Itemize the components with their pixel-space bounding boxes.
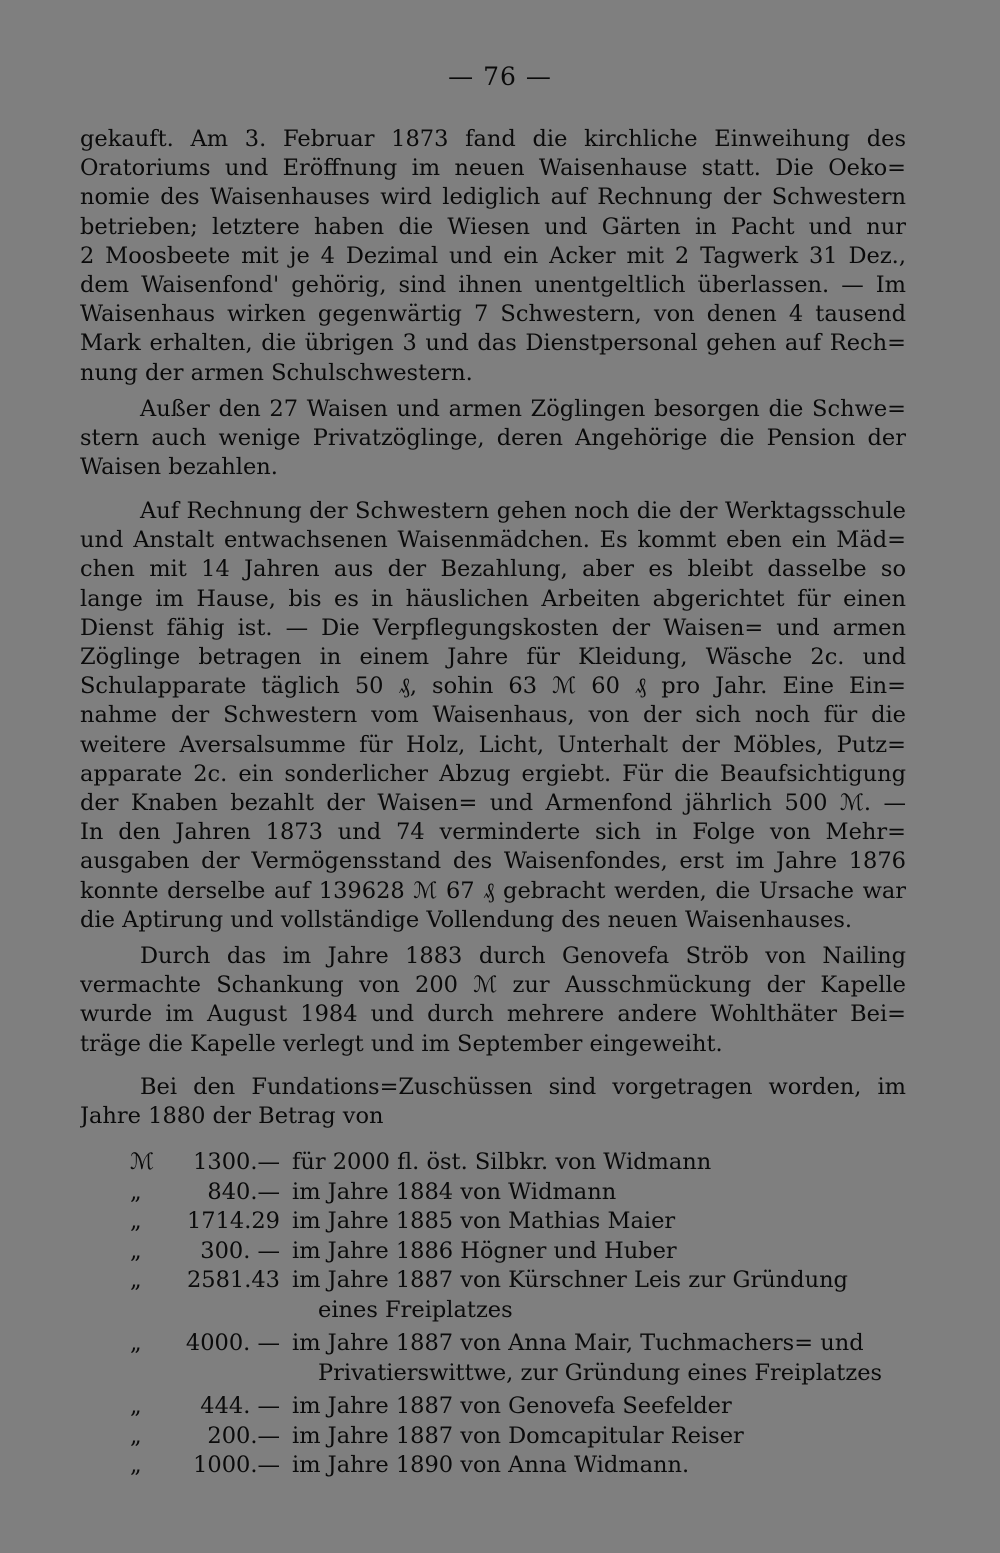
- ledger-description: im Jahre 1884 von Widmann: [292, 1178, 617, 1205]
- ledger-row: [130, 1392, 930, 1422]
- ledger-row: [130, 1237, 930, 1267]
- ledger-row: [130, 1451, 930, 1481]
- text-line: wurde im August 1984 und durch mehrere andere Wohlthäter Bei=: [80, 1001, 906, 1028]
- text-line: nomie des Waisenhauses wird lediglich auf Rechnung der Schwestern: [80, 184, 906, 211]
- text-line: Zöglinge betragen in einem Jahre für Kleidung, Wäsche 2c. und: [80, 644, 906, 671]
- text-line: Bei den Fundations=Zuschüssen sind vorgetragen worden, im: [140, 1074, 906, 1100]
- text-line: konnte derselbe auf 139628 ℳ 67 ₰ gebracht werden, die Ursache war: [80, 877, 906, 904]
- text-line: und Anstalt entwachsenen Waisenmädchen. Es kommt eben ein Mäd=: [80, 527, 906, 554]
- ledger-currency: „: [130, 1237, 142, 1264]
- ledger-currency: „: [130, 1208, 142, 1234]
- ledger-amount: 300. —: [200, 1237, 280, 1264]
- ledger-row: [130, 1207, 930, 1237]
- text-line: lange im Hause, bis es in häuslichen Arbeiten abgerichtet für einen: [80, 585, 906, 612]
- text-line: weitere Aversalsumme für Holz, Licht, Unterhalt der Möbles, Putz=: [80, 731, 906, 758]
- ledger-description: im Jahre 1886 Högner und Huber: [292, 1237, 677, 1264]
- paragraph-4: [80, 942, 906, 1059]
- ledger-description: im Jahre 1887 von Anna Mair, Tuchmachers= und: [292, 1330, 864, 1356]
- text-line: Auf Rechnung der Schwestern gehen noch die der Werktagsschule: [140, 498, 906, 524]
- ledger-description: im Jahre 1887 von Kürschner Leis zur Gründung: [292, 1267, 848, 1293]
- ledger-row: [130, 1329, 930, 1359]
- text-line: Jahre 1880 der Betrag von: [80, 1103, 384, 1130]
- ledger-amount: 1000.—: [193, 1452, 280, 1478]
- text-line: chen mit 14 Jahren aus der Bezahlung, aber es bleibt dasselbe so: [80, 556, 906, 583]
- paragraph-3: [80, 497, 906, 935]
- donation-ledger: [130, 1148, 930, 1481]
- ledger-currency: „: [130, 1452, 142, 1478]
- text-line: dem Waisenfond' gehörig, sind ihnen unentgeltlich überlassen. — Im: [80, 272, 906, 299]
- text-line: Dienst fähig ist. — Die Verpflegungskosten der Waisen= und armen: [80, 614, 906, 641]
- text-line: apparate 2c. ein sonderlicher Abzug ergiebt. Für die Beaufsichtigung: [80, 760, 906, 787]
- text-line: nung der armen Schulschwestern.: [80, 359, 473, 386]
- ledger-amount: 2581.43: [186, 1267, 280, 1293]
- text-line: Mark erhalten, die übrigen 3 und das Dienstpersonal gehen auf Rech=: [80, 330, 906, 357]
- ledger-description: im Jahre 1890 von Anna Widmann.: [292, 1452, 690, 1478]
- text-line: ausgaben der Vermögensstand des Waisenfondes, erst im Jahre 1876: [80, 848, 906, 875]
- ledger-currency: „: [130, 1178, 142, 1205]
- text-line: die Aptirung und vollständige Vollendung des neuen Waisenhauses.: [80, 906, 853, 933]
- ledger-amount: 1714.29: [186, 1208, 280, 1234]
- text-line: der Knaben bezahlt der Waisen= und Armenfond jährlich 500 ℳ. —: [80, 790, 906, 817]
- ledger-currency: ℳ: [130, 1149, 155, 1175]
- ledger-continuation: Privatierswittwe, zur Gründung eines Freiplatzes: [318, 1359, 883, 1386]
- page-number: — 76 —: [448, 62, 552, 91]
- ledger-amount: 4000. —: [185, 1330, 280, 1356]
- ledger-amount: 444. —: [200, 1393, 280, 1419]
- ledger-currency: „: [130, 1422, 142, 1449]
- ledger-continuation: eines Freiplatzes: [318, 1296, 513, 1323]
- ledger-amount: 1300.—: [193, 1149, 280, 1175]
- text-line: vermachte Schankung von 200 ℳ zur Ausschmückung der Kapelle: [80, 972, 906, 999]
- text-line: träge die Kapelle verlegt und im September eingeweiht.: [80, 1030, 723, 1057]
- text-line: nahme der Schwestern vom Waisenhaus, von der sich noch für die: [80, 702, 906, 729]
- text-line: Waisen bezahlen.: [80, 454, 278, 481]
- ledger-description: im Jahre 1887 von Genovefa Seefelder: [292, 1393, 732, 1419]
- text-line: gekauft. Am 3. Februar 1873 fand die kirchliche Einweihung des: [80, 126, 906, 152]
- ledger-description: für 2000 fl. öst. Silbkr. von Widmann: [292, 1149, 712, 1175]
- text-line: stern auch wenige Privatzöglinge, deren Angehörige die Pension der: [80, 425, 906, 452]
- ledger-description: im Jahre 1885 von Mathias Maier: [292, 1208, 676, 1234]
- text-line: Durch das im Jahre 1883 durch Genovefa Ströb von Nailing: [140, 943, 906, 969]
- ledger-row: [130, 1148, 930, 1178]
- text-line: Schulapparate täglich 50 ₰, sohin 63 ℳ 60 ₰ pro Jahr. Eine Ein=: [80, 673, 906, 700]
- text-line: 2 Moosbeete mit je 4 Dezimal und ein Acker mit 2 Tagwerk 31 Dez.,: [80, 242, 906, 269]
- ledger-currency: „: [130, 1393, 142, 1419]
- text-line: betrieben; letztere haben die Wiesen und Gärten in Pacht und nur: [80, 213, 906, 240]
- ledger-currency: „: [130, 1330, 142, 1356]
- ledger-amount: 840.—: [207, 1178, 280, 1205]
- paragraph-1: [80, 125, 906, 388]
- text-line: Oratoriums und Eröffnung im neuen Waisenhause statt. Die Oeko=: [80, 155, 906, 182]
- ledger-row: [130, 1422, 930, 1452]
- paragraph-5: [80, 1073, 906, 1131]
- ledger-row: [130, 1178, 930, 1208]
- ledger-row: [130, 1266, 930, 1296]
- ledger-description: im Jahre 1887 von Domcapitular Reiser: [292, 1422, 744, 1449]
- ledger-amount: 200.—: [207, 1422, 280, 1449]
- ledger-currency: „: [130, 1267, 142, 1293]
- paragraph-2: [80, 395, 906, 483]
- text-line: Außer den 27 Waisen und armen Zöglingen besorgen die Schwe=: [140, 396, 906, 422]
- text-line: Waisenhaus wirken gegenwärtig 7 Schwestern, von denen 4 tausend: [80, 301, 906, 328]
- text-line: In den Jahren 1873 und 74 verminderte sich in Folge von Mehr=: [80, 819, 906, 846]
